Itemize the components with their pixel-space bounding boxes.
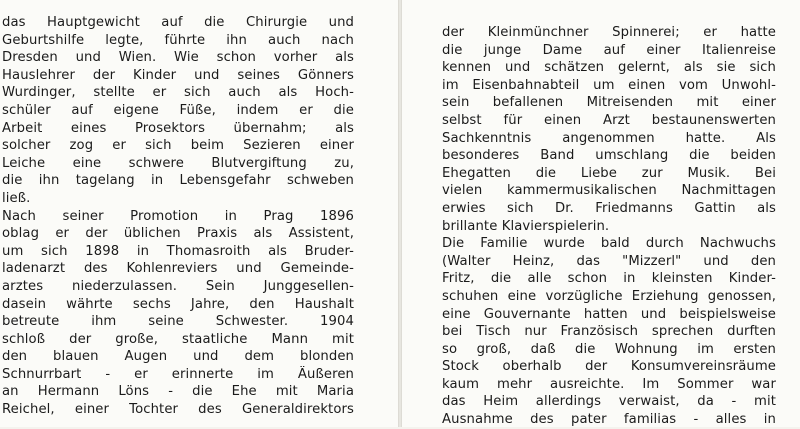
text-line: solcher zog er sich beim Sezieren einer [2,138,354,154]
text-line: Arbeit eines Prosektors übernahm; als [2,120,354,136]
text-line: Reichel, einer Tochter des Generaldirektors [2,402,354,418]
text-line: Schnurrbart - er erinnerte im Äußeren [2,366,354,382]
text-line: (Walter Heinz, das "Mizzerl" und den [442,253,776,269]
right-page [402,0,800,427]
text-line: Die Familie wurde bald durch Nachwuchs [442,236,776,252]
text-line: um sich 1898 in Thomasroith als Bruder- [2,243,354,259]
text-line: schüler auf eigene Füße, indem er die [2,102,354,118]
text-line: an Hermann Löns - die Ehe mit Maria [2,384,354,400]
text-line: ladenarzt des Kohlenreviers und Gemeinde- [2,261,354,277]
text-line: schloß der große, staatliche Mann mit [2,331,354,347]
right-text-column [442,24,776,429]
text-line: Leiche eine schwere Blutvergiftung zu, [2,155,354,171]
text-line: kennen und schätzen gelernt, als sie sich [442,60,776,76]
text-line: betreute ihm seine Schwester. 1904 [2,314,354,330]
text-line: der Kleinmünchner Spinnerei; er hatte [442,25,776,40]
text-line: erwies sich Dr. Friedmanns Gattin als [442,200,776,216]
text-line: Ausnahme des pater familias - alles in [442,412,776,428]
text-line: im Eisenbahnabteil um einen vom Unwohl- [442,77,776,93]
text-line: kaum mehr ausreichte. Im Sommer war [442,376,776,392]
text-line: ließ. [2,190,31,206]
text-line: die ihn tagelang in Lebensgefahr schweben [2,173,354,189]
text-line: arztes niederzulassen. Sein Junggesellen- [2,278,354,294]
text-line: sein befallenen Mitreisenden mit einer [442,95,776,111]
text-line: Wurdinger, stellte er sich auch als Hoch- [2,85,354,101]
text-line: den blauen Augen und dem blonden [2,349,354,365]
text-line: selbst für einen Arzt bestaunenswerten [442,112,776,128]
text-line: vielen kammermusikalischen Nachmittagen [442,183,776,199]
text-line: Stock oberhalb der Konsumvereinsräume [442,359,776,375]
text-line: dasein währte sechs Jahre, den Haushalt [2,296,354,312]
text-line: eine Gouvernante hatten und beispielsweise [442,306,776,322]
text-line: Hauslehrer der Kinder und seines Gönners [2,67,354,83]
text-line: Nach seiner Promotion in Prag 1896 [2,208,354,224]
text-line: Dresden und Wien. Wie schon vorher als [2,50,354,66]
text-line: so groß, daß die Wohnung im ersten [442,341,776,357]
text-line: die junge Dame auf einer Italienreise [442,42,776,58]
text-line: Ehegatten die Liebe zur Musik. Bei [442,165,776,181]
text-line: besonderes Band umschlang die beiden [442,148,776,164]
text-line: Sachkenntnis angenommen hatte. Als [442,130,776,146]
text-line: bei Tisch nur Französisch sprechen durften [442,324,776,340]
text-line: das Hauptgewicht auf die Chirurgie und [2,15,354,30]
left-text-column [2,14,354,419]
left-page [0,0,398,427]
text-line: Geburtshilfe legte, führte ihn auch nach [2,32,354,48]
text-line: schuhen eine vorzügliche Erziehung genossen, [442,288,776,304]
text-line: oblag er der üblichen Praxis als Assistent, [2,226,354,242]
text-line: brillante Klavierspielerin. [442,218,610,234]
text-line: das Heim allerdings verwaist, da - mit [442,394,776,410]
text-line: Fritz, die alle schon in kleinsten Kinder- [442,271,776,287]
